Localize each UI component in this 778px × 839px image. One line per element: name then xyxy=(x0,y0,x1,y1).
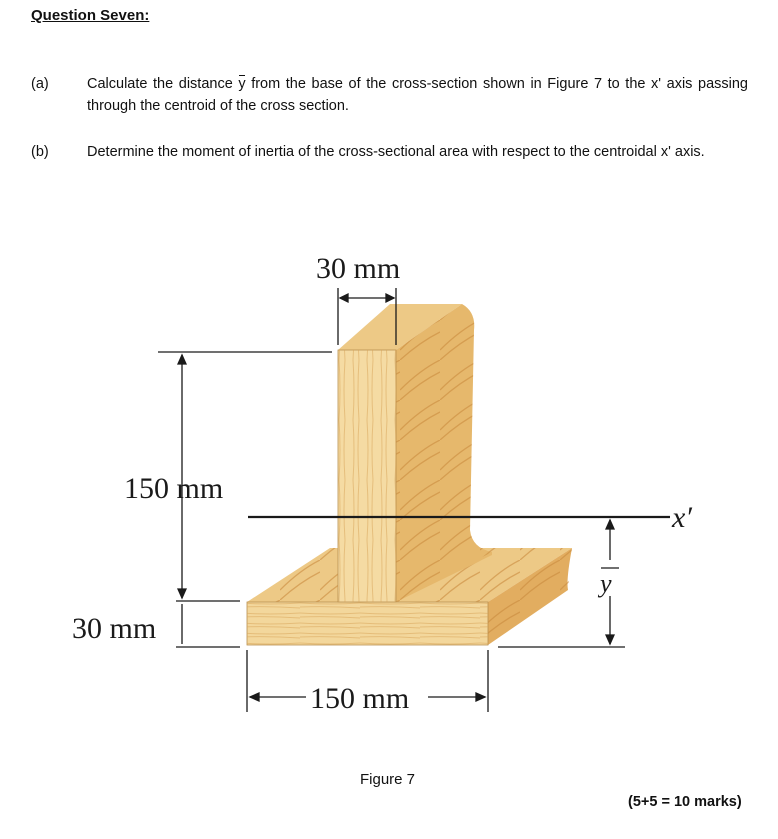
marks-allocation: (5+5 = 10 marks) xyxy=(628,794,742,810)
part-b-label: (b) xyxy=(31,144,49,160)
dim-top-width-label: 30 mm xyxy=(316,252,401,285)
question-heading: Question Seven: xyxy=(31,7,150,24)
dim-flange-thickness-label: 30 mm xyxy=(72,612,157,645)
dim-flange-thickness xyxy=(176,601,240,647)
part-a-text: Calculate the distance y from the base of the cross-section shown in Figure 7 to the x' axis passing through the centroid of the cross section. xyxy=(87,73,748,117)
part-a-label: (a) xyxy=(31,76,49,92)
dim-web-height-label: 150 mm xyxy=(124,472,224,505)
ybar-label: y xyxy=(600,569,612,598)
figure-caption: Figure 7 xyxy=(360,771,416,788)
part-b-text: Determine the moment of inertia of the cross-sectional area with respect to the centroidal x' axis. xyxy=(87,144,705,160)
ybar-symbol: y xyxy=(238,73,245,95)
axis-x-prime-label: x′ xyxy=(672,501,692,534)
dim-flange-width-label: 150 mm xyxy=(310,682,410,715)
